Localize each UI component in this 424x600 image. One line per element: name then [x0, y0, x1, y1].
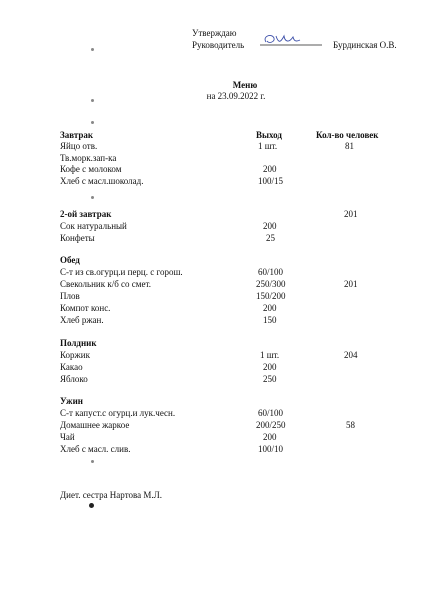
dinner-item-output: 200/250 — [256, 420, 286, 430]
second-breakfast-item-output: 200 — [263, 221, 277, 231]
breakfast-item-name: Яйцо отв. — [60, 141, 98, 151]
snack-item-name: Яблоко — [60, 374, 88, 384]
dinner-item-output: 200 — [263, 432, 277, 442]
snack-item-output: 200 — [263, 362, 277, 372]
lunch-item-name: Плов — [60, 291, 80, 301]
menu-title: Меню — [232, 80, 258, 90]
snack-item-output: 1 шт. — [260, 350, 280, 360]
lunch-people: 201 — [344, 279, 358, 289]
scan-mark — [91, 121, 94, 124]
lunch-item-name: Компот конс. — [60, 303, 111, 313]
dinner-item-name: С-т капуст.с огурц.и лук.чесн. — [60, 408, 176, 418]
meal-breakfast-header: Завтрак — [60, 130, 94, 140]
scan-mark — [89, 503, 94, 508]
scan-mark — [91, 460, 94, 463]
dinner-item-output: 100/10 — [258, 444, 284, 454]
meal-snack-header: Полдник — [60, 338, 97, 348]
scan-mark — [91, 196, 94, 199]
lunch-item-name: Хлеб ржан. — [60, 315, 104, 325]
approve-label: Утверждаю — [192, 28, 237, 38]
second-breakfast-people: 201 — [344, 209, 358, 219]
dinner-item-name: Хлеб с масл. слив. — [60, 444, 131, 454]
scan-mark — [91, 99, 94, 102]
breakfast-people: 81 — [345, 141, 354, 151]
second-breakfast-item-name: Конфеты — [60, 233, 95, 243]
dinner-item-name: Чай — [60, 432, 75, 442]
dinner-item-output: 60/100 — [258, 408, 284, 418]
lunch-item-output: 150 — [263, 315, 277, 325]
lunch-item-name: С-т из св.огурц.и перц. с горош. — [60, 267, 183, 277]
breakfast-item-name: Хлеб с масл.шоколад. — [60, 176, 144, 186]
meal-second-breakfast-header: 2-ой завтрак — [60, 209, 112, 219]
breakfast-item-output: 100/15 — [258, 176, 284, 186]
lunch-item-output: 150/200 — [256, 291, 286, 301]
lunch-item-output: 200 — [263, 303, 277, 313]
second-breakfast-item-output: 25 — [266, 233, 275, 243]
snack-people: 204 — [344, 350, 358, 360]
meal-lunch-header: Обед — [60, 255, 80, 265]
people-column-header: Кол-во человек — [316, 130, 379, 140]
output-column-header: Выход — [256, 130, 282, 140]
lunch-item-output: 60/100 — [258, 267, 284, 277]
menu-date: на 23.09.2022 г. — [206, 91, 266, 101]
breakfast-item-output: 1 шт. — [258, 141, 278, 151]
snack-item-name: Какао — [60, 362, 83, 372]
lunch-item-name: Свекольник к/б со смет. — [60, 279, 151, 289]
second-breakfast-item-name: Сок натуральный — [60, 221, 127, 231]
meal-dinner-header: Ужин — [60, 396, 83, 406]
breakfast-item-output: 200 — [263, 164, 277, 174]
snack-item-output: 250 — [263, 374, 277, 384]
signature — [258, 32, 324, 48]
approver-name: Бурдинская О.В. — [333, 40, 397, 50]
snack-item-name: Коржик — [60, 350, 90, 360]
lunch-item-output: 250/300 — [256, 279, 286, 289]
dietitian-signature-line: Диет. сестра Нартова М.Л. — [60, 490, 162, 500]
scan-mark — [91, 48, 94, 51]
breakfast-item-name: Тв.морк.зап-ка — [60, 153, 117, 163]
approver-role: Руководитель — [192, 40, 245, 50]
dinner-people: 58 — [346, 420, 355, 430]
dinner-item-name: Домашнее жаркое — [60, 420, 130, 430]
breakfast-item-name: Кофе с молоком — [60, 164, 122, 174]
